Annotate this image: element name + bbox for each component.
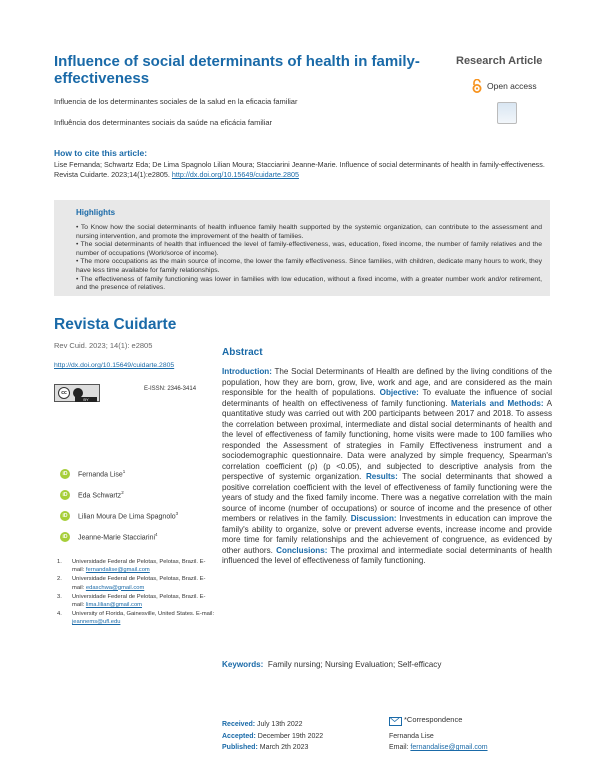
orcid-icon[interactable]: iD — [60, 532, 70, 542]
date-published: Published: March 2th 2023 — [222, 744, 309, 751]
highlight-item: • The social determinants of health that influenced the level of family-effectiveness, was, education, fixed income, the number of family relatives and the number of occupations (Work/sorce of income). — [76, 241, 542, 257]
title-portuguese: Influência dos determinantes sociais da saúde na eficácia familiar — [54, 118, 273, 127]
highlights-list — [76, 224, 542, 293]
orcid-icon[interactable]: iD — [60, 511, 70, 521]
author-list — [60, 463, 178, 547]
affiliation-item: 3. Universidade Federal de Pelotas, Pelotas, Brazil. E-mail: lima.lilian@gmail.com — [57, 593, 206, 609]
open-access-icon — [471, 79, 483, 93]
citation-heading: How to cite this article: — [54, 148, 148, 158]
affiliation-email-link[interactable]: fernandalise@gmail.com — [85, 567, 150, 574]
orcid-icon[interactable]: iD — [60, 469, 70, 479]
author-name: Lilian Moura De Lima Spagnolo$^3$ — [78, 510, 179, 521]
journal-reference: Rev Cuid. 2023; 14(1): e2805 — [54, 341, 153, 350]
by-label-icon: BY — [75, 397, 97, 402]
author-item — [60, 526, 178, 547]
affiliation-email-link[interactable]: lima.lilian@gmail.com — [85, 602, 143, 609]
date-accepted: Accepted: December 19th 2022 — [222, 732, 324, 740]
citation-doi-link[interactable]: http://dx.doi.org/10.15649/cuidarte.2805 — [171, 170, 299, 179]
open-access-text: Open access — [487, 81, 537, 91]
author-name: Jeanne-Marie Stacciarini$^4$ — [78, 531, 158, 542]
affiliation-list — [57, 558, 215, 628]
highlight-item: • The more occupations as the main source of income, the lower the family effectiveness. Since families, with children, dedicate many hours to work, they have less time available for family relationships. — [76, 258, 542, 274]
highlight-item: • To Know how the social determinants of health influence family health supported by the systemic organization, can contribute to the assessment and nursing intervention, and promote the improvement of the health of families. — [76, 224, 542, 240]
cc-license-badge[interactable] — [54, 384, 100, 402]
envelope-icon — [389, 717, 402, 726]
abstract-heading: Abstract — [222, 347, 263, 358]
title-spanish: Influencia de los determinantes sociales de la salud en la eficacia familiar — [54, 97, 298, 106]
abstract-text: Introduction: The Social Determinants of Health are defined by the living conditions of the population, how they are born, grow, live, work and age, and are considered as the main responsible for the health of populations. Objective: To evaluate the influence of social determinants of health on effectiveness of family functioning. Materials and Methods: A quantitative study was carried out with 200 participants between 2017 and 2018. To assess the correlation between proximal, intermediate and distal social determinants of health and the level of effectiveness of family functioning, home visits were made to 100 families who responded the Assessment of strategies in Family Effectiveness instrument and a sociodemographic questionnaire. Data were analyzed by simple frequency, Spearman's correlation coefficient (ρ) (p <0.05), and subjected to descriptive analysis from the perspective of systemic organization. Results: The social determinants that showed a positive correlation coefficient with the level of effectiveness of family functioning were the years of study and the fixed family income. There was a negative correlation with the main source of income (number of occupations) or source of income and the presence of other members or relatives in the family. Discussion: Investments in education can improve the family's ability to organize, solve or prevent adverse events, increase income and provide more time for family relationships and the achievement of congruence, as evidenced by other authors. Conclusions: The proximal and intermediate social determinants of health influenced the level of effectiveness of family functioning. — [222, 367, 553, 565]
highlight-item: • The effectiveness of family functioning was lower in families with low education, without a fixed income, with a greater number work and/or retirement, and the presence of relatives. — [76, 275, 542, 292]
eissn: E-ISSN: 2346-3414 — [144, 386, 197, 392]
correspondence-heading: *Correspondence — [404, 715, 463, 724]
keywords: Keywords: Family nursing; Nursing Evaluation; Self-efficacy — [222, 660, 442, 669]
journal-cover-icon — [497, 102, 517, 124]
article-dates — [222, 719, 323, 754]
highlights-heading: Highlights — [76, 208, 116, 217]
author-name: Fernanda Lise$^1$ — [78, 468, 126, 479]
affiliation-email-link[interactable]: edaschwa@gmail.com — [85, 584, 145, 591]
author-item — [60, 484, 178, 505]
author-name: Eda Schwartz$^2$ — [78, 489, 124, 500]
citation-text — [54, 160, 554, 180]
correspondence-name: Fernanda Lise — [389, 733, 434, 740]
affiliation-email-link[interactable]: jeannems@ufl.edu — [72, 619, 121, 626]
open-access-label[interactable] — [471, 79, 537, 93]
article-title: Influence of social determinants of health in family-effectiveness — [54, 53, 420, 87]
author-item — [60, 505, 178, 526]
cc-icon: cc — [58, 387, 70, 399]
correspondence-email: Email: fernandalise@gmail.com — [389, 744, 488, 751]
affiliation-item: 1. Universidade Federal de Pelotas, Pelotas, Brazil. E-mail: fernandalise@gmail.com — [57, 559, 206, 574]
journal-doi-link[interactable]: http://dx.doi.org/10.15649/cuidarte.2805 — [54, 362, 175, 369]
citation-body: Lise Fernanda; Schwartz Eda; De Lima Spagnolo Lilian Moura; Stacciarini Jeanne-Marie. Influence of social determinants of health in family-effectiveness. Revista Cuidarte. 2023;14(1):e2805. — [54, 160, 545, 179]
date-received: Received: July 13th 2022 — [222, 721, 303, 728]
author-item — [60, 463, 178, 484]
journal-name: Revista Cuidarte — [54, 316, 177, 333]
correspondence-email-link[interactable]: fernandalise@gmail.com — [410, 744, 488, 751]
affiliation-item: 2. Universidade Federal de Pelotas, Pelotas, Brazil. E-mail: edaschwa@gmail.com — [57, 576, 206, 591]
orcid-icon[interactable]: iD — [60, 490, 70, 500]
affiliation-item: 4. University of Florida, Gainesville, United States. E-mail: jeannems@ufl.edu — [57, 611, 215, 626]
article-type: Research Article — [456, 55, 543, 67]
